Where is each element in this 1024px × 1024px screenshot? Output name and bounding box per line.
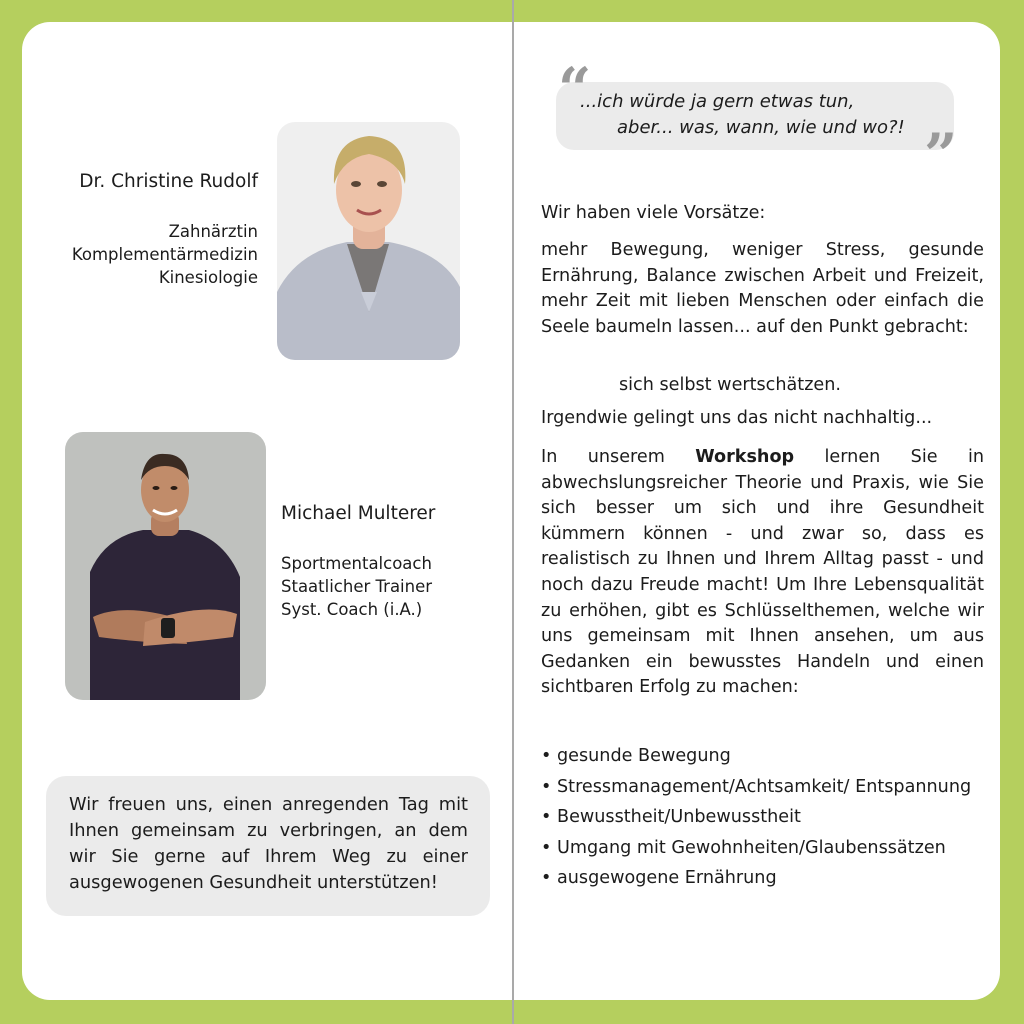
workshop-post: lernen Sie in abwechslungsreicher Theorie und Praxis, wie Sie sich besser um sich und ihre Gesundheit kümmern können - und zwar so, dass es realistisch zu Ihnen und Ihrem Alltag passt - und noch dazu Freude macht! Um Ihre Lebensqualität zu erhöhen, gibt es Schlüsselthemen, welche wir uns gemeinsam mit Ihnen ansehen, um aus Gedanken ein bewusstes Handeln und einen sichtbaren Erfolg zu machen: bbox=[541, 447, 984, 698]
person2-role: Syst. Coach (i.A.) bbox=[281, 600, 423, 619]
person1-name: Dr. Christine Rudolf bbox=[79, 171, 258, 192]
person2-role: Sportmentalcoach bbox=[281, 554, 432, 573]
person2-name: Michael Multerer bbox=[281, 503, 436, 524]
person1-role: Kinesiologie bbox=[158, 268, 258, 287]
quote-line-2: aber... was, wann, wie und wo?! bbox=[617, 117, 905, 138]
closing-box bbox=[46, 776, 490, 916]
list-item: • ausgewogene Ernährung bbox=[541, 866, 984, 892]
intro-text: Wir haben viele Vorsätze: bbox=[541, 203, 766, 223]
quote-open-mark: “ bbox=[558, 55, 592, 123]
workshop-paragraph bbox=[541, 445, 984, 701]
fold-line bbox=[512, 0, 514, 1024]
problem-text: Irgendwie gelingt uns das nicht nachhaltig... bbox=[541, 408, 933, 428]
person1-role: Zahnärztin bbox=[168, 222, 258, 241]
quote-line-1: ...ich würde ja gern etwas tun, bbox=[580, 91, 855, 112]
list-item: • Umgang mit Gewohnheiten/Glaubenssätzen bbox=[541, 836, 984, 862]
key-point: sich selbst wertschätzen. bbox=[619, 375, 841, 395]
quote-close-mark: ” bbox=[924, 121, 958, 189]
list-item: • Bewusstheit/Unbewusstheit bbox=[541, 805, 984, 831]
topic-list bbox=[541, 744, 984, 897]
list-item: • Stressmanagement/Achtsamkeit/ Entspannung bbox=[541, 775, 984, 801]
person2-roles bbox=[281, 552, 432, 621]
closing-text: Wir freuen uns, einen anregenden Tag mit Ihnen gemeinsam zu verbringen, an dem wir Sie gerne auf Ihrem Weg zu einer ausgewogenen Gesundheit unterstützen! bbox=[69, 794, 468, 893]
person2-role: Staatlicher Trainer bbox=[281, 577, 433, 596]
workshop-pre: In unserem bbox=[541, 447, 696, 467]
person2-photo bbox=[65, 432, 266, 700]
list-item: • gesunde Bewegung bbox=[541, 744, 984, 770]
person1-photo bbox=[277, 122, 460, 360]
person1-roles bbox=[72, 220, 258, 289]
workshop-bold: Workshop bbox=[695, 447, 795, 467]
person1-role: Komplementärmedizin bbox=[71, 245, 258, 264]
goals-paragraph: mehr Bewegung, weniger Stress, gesunde Ernährung, Balance zwischen Arbeit und Freizeit, mehr Zeit mit lieben Menschen oder einfach die Seele baumeln lassen... auf den Punkt gebracht: bbox=[541, 240, 984, 337]
